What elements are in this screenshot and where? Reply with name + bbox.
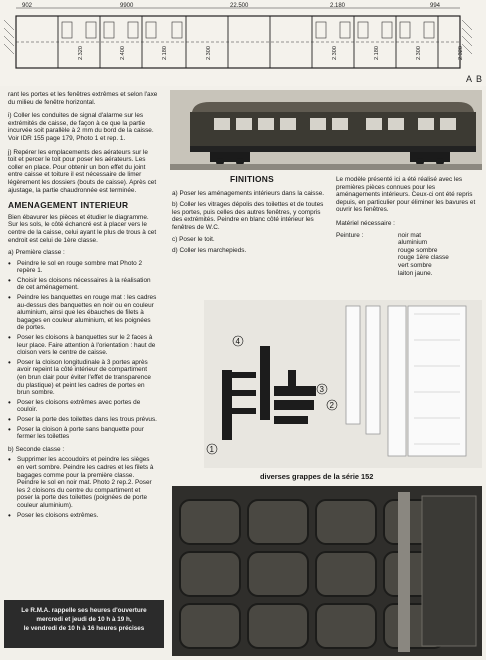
list-item: • Poser la cloison à porte sans banquette pour fermer les toilettes [8, 426, 158, 441]
dimension-label: 22.500 [230, 3, 249, 9]
model-paragraph: Le modèle présenté ici a été réalisé avec les premières pièces connues pour les aménagements intérieurs. Ceux-ci ont été repris depuis, en particulier pour éliminer les bavures et ouvrir les fenêtres. [336, 176, 476, 214]
paint-item: vert sombre [398, 261, 432, 269]
step-j: j) Repérer les emplacements des aérateurs sur le toit et percer le toit pour poser les aérateurs. Les coller en place. Pour obtenir un bon effet du joint entre caisse et toiture il est nécessaire de limer légèrement les dossiers (bouts de caisse). Après cet ajustage, la partie chaudronnée est terminée. [8, 148, 157, 194]
sprue-photo [204, 300, 482, 468]
paint-item: rouge 1ère classe [398, 254, 449, 262]
finition-c: c) Poser le toit. [172, 235, 215, 243]
dimension-label: 2.300 [416, 46, 422, 60]
callout-number: 3 [319, 385, 324, 394]
end-label-b: B [476, 74, 483, 84]
second-class-list [8, 456, 158, 519]
intro-paragraph: rant les portes et les fenêtres extrêmes et selon l'axe du milieu de fenêtre horizontal. [8, 91, 158, 106]
first-class-title: a) Première classe : [8, 249, 65, 257]
materiel-row [336, 232, 480, 278]
callout-number: 2 [329, 401, 334, 410]
notice-line: le vendredi de 10 h à 16 heures précises [23, 625, 145, 632]
dimension-label: 2.180 [162, 46, 168, 60]
step-i: i) Coller les conduites de signal d'alarme sur les extrémités de caisse, de façon à ce que la partie incurvée soit parallèle à 2 mm du bord de la caisse. Voir IDR 155 page 179, Photo 1 et rep. 1. [8, 112, 154, 142]
list-item: • Peindre le sol en rouge sombre mat Photo 2 repère 1. [8, 260, 158, 275]
model-block [336, 176, 480, 277]
finition-b: b) Coller les vitrages dépolis des toilettes et de toutes les portes, puis celles des autres fenêtres, y compris des extrémités. Peindre en blanc côté intérieur les fenêtres de W.C. [172, 201, 324, 231]
list-item: • Poser la porte des toilettes dans les trous prévus. [8, 416, 158, 424]
second-class-title: b) Seconde classe : [8, 445, 65, 453]
list-item: • Poser les cloisons extrêmes. [8, 512, 158, 520]
seats-photo [172, 486, 482, 656]
finitions-block [172, 176, 332, 255]
photo-caption: diverses grappes de la série 152 [260, 472, 374, 481]
finitions-title: FINITIONS [229, 174, 275, 184]
dimension-label: 2.300 [206, 46, 212, 60]
notice-line: Le R.M.A. rappelle ses heures d'ouverture [21, 607, 147, 614]
dimension-label: 9900 [120, 3, 134, 9]
list-item: • Supprimer les accoudoirs et peindre les sièges en vert sombre. Peindre les cadres et les filets à bagages comme pour la première classe. Peindre le sol en noir mat. Photo 2 rep.2. Poser les 2 cloisons du centre du compartiment et poser la porte des toilettes (poignées de porte couleur aluminium). [8, 456, 158, 509]
paint-item: aluminium [398, 239, 428, 247]
finition-a: a) Poser les aménagements intérieurs dans la caisse. [172, 189, 325, 197]
coach-photo [170, 90, 482, 170]
notice-line: mercredi et jeudi de 10 h à 19 h, [36, 616, 132, 623]
dimension-label: 994 [430, 3, 441, 9]
section-title-amenagement: AMENAGEMENT INTERIEUR [8, 200, 129, 211]
opening-hours-notice [4, 600, 164, 648]
finition-d: d) Coller les marchepieds. [172, 247, 247, 255]
paint-item: laiton jaune. [398, 269, 433, 277]
dimension-label: 2.180 [330, 3, 346, 9]
materiel-key: Peinture : [336, 231, 364, 239]
materiel-title: Matériel nécessaire : [336, 219, 395, 227]
dimension-label: 2.320 [458, 46, 464, 60]
coach-diagram [0, 0, 486, 86]
list-item: • Poser les cloisons extrêmes avec portes de couloir. [8, 399, 158, 414]
list-item: • Poser la cloison longitudinale à 3 portes après avoir repeint la côté intérieur de compartiment (en brun clair pour éviter l'effet de transparence du plastique) et peint les cadres de portes en brun sombre. [8, 359, 158, 397]
dimension-label: 2.400 [120, 46, 126, 60]
list-item: • Poser les cloisons à banquettes sur le 2 faces à leur place. Faire attention à l'orientation : haut de cloison vers le centre de caisse. [8, 334, 158, 357]
callout-number: 1 [209, 445, 214, 454]
first-class-list [8, 260, 158, 441]
callout-number: 4 [235, 337, 240, 346]
section-intro: Bien ébavurer les pièces et étudier le diagramme. Sur les sols, le côté échancré est à placer vers le centre de la caisse, celui ayant le plus de trous à cet endroit est celui de 1ère classe. [8, 213, 157, 244]
dimension-label: 902 [22, 3, 33, 9]
end-label-a: A [466, 74, 473, 84]
dimension-label: 2.300 [332, 46, 338, 60]
paint-item: noir mat [398, 231, 422, 239]
materiel-values [398, 232, 449, 278]
dimension-label: 2.180 [374, 46, 380, 60]
list-item: • Peindre les banquettes en rouge mat : les cadres au-dessus des banquettes en noir ou en couleur aluminium, ainsi que les ébauches de filets à bagages en couleur aluminium, et les poignées de portes. [8, 294, 158, 332]
dimension-label: 2.320 [78, 46, 84, 60]
left-column [8, 91, 158, 521]
list-item: • Choisir les cloisons nécessaires à la réalisation de cet aménagement. [8, 277, 158, 292]
paint-item: rouge sombre [398, 246, 438, 254]
